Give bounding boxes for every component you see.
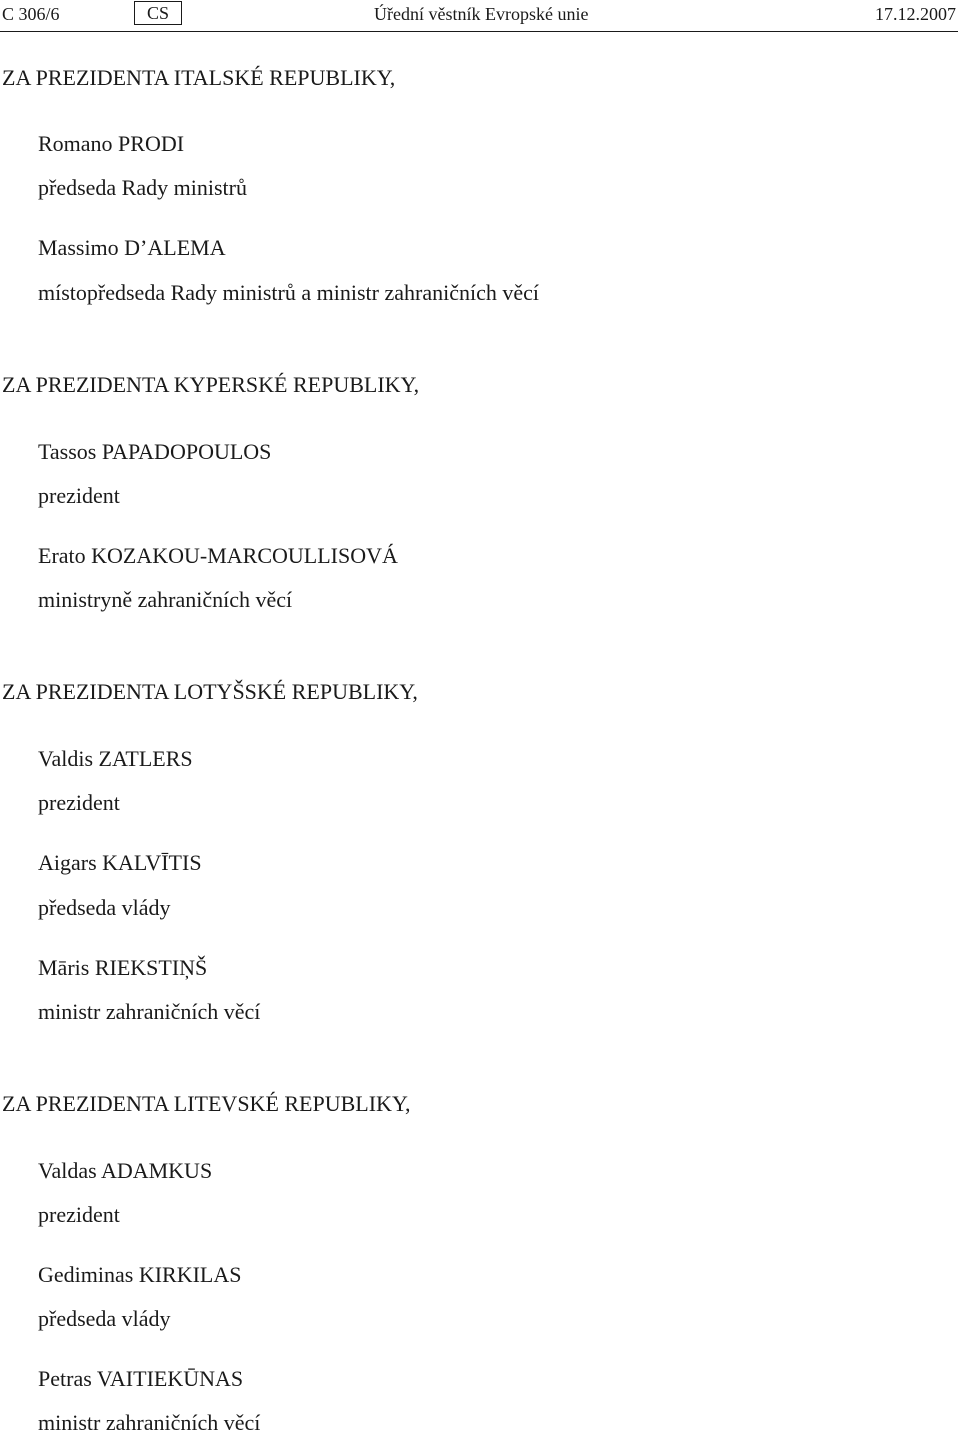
header-rule	[0, 31, 958, 32]
signatory-title: ministr zahraničních věcí	[38, 999, 261, 1024]
signatory-title: předseda vlády	[38, 895, 171, 920]
page-reference: C 306/6	[2, 4, 60, 24]
signatory-name: Erato KOZAKOU-MARCOULLISOVÁ	[38, 543, 398, 568]
signatory-title: prezident	[38, 483, 120, 508]
section-heading-cyprus: ZA PREZIDENTA KYPERSKÉ REPUBLIKY,	[2, 372, 420, 397]
signatory-title: ministr zahraničních věcí	[38, 1410, 261, 1435]
signatory-name: Māris RIEKSTIŅŠ	[38, 955, 208, 980]
signatory-name: Aigars KALVĪTIS	[38, 850, 202, 875]
signatory-title: prezident	[38, 1202, 120, 1227]
signatory-name: Tassos PAPADOPOULOS	[38, 439, 272, 464]
signatory-title: místopředseda Rady ministrů a ministr zahraničních věcí	[38, 280, 539, 305]
publication-date: 17.12.2007	[875, 4, 956, 24]
signatory-title: prezident	[38, 790, 120, 815]
section-heading-latvia: ZA PREZIDENTA LOTYŠSKÉ REPUBLIKY,	[2, 679, 418, 704]
page-header	[0, 0, 960, 34]
signatory-title: ministryně zahraničních věcí	[38, 587, 293, 612]
signatory-name: Valdas ADAMKUS	[38, 1158, 213, 1183]
signatory-name: Massimo D’ALEMA	[38, 235, 226, 260]
signatory-name: Gediminas KIRKILAS	[38, 1262, 242, 1287]
signatory-name: Petras VAITIEKŪNAS	[38, 1366, 244, 1391]
language-code-box: CS	[134, 1, 182, 25]
signatory-name: Romano PRODI	[38, 131, 185, 156]
signatory-title: předseda Rady ministrů	[38, 175, 247, 200]
signatory-title: předseda vlády	[38, 1306, 171, 1331]
section-heading-italy: ZA PREZIDENTA ITALSKÉ REPUBLIKY,	[2, 65, 396, 90]
signatory-name: Valdis ZATLERS	[38, 746, 193, 771]
journal-title: Úřední věstník Evropské unie	[374, 4, 589, 24]
section-heading-lithuania: ZA PREZIDENTA LITEVSKÉ REPUBLIKY,	[2, 1091, 411, 1116]
